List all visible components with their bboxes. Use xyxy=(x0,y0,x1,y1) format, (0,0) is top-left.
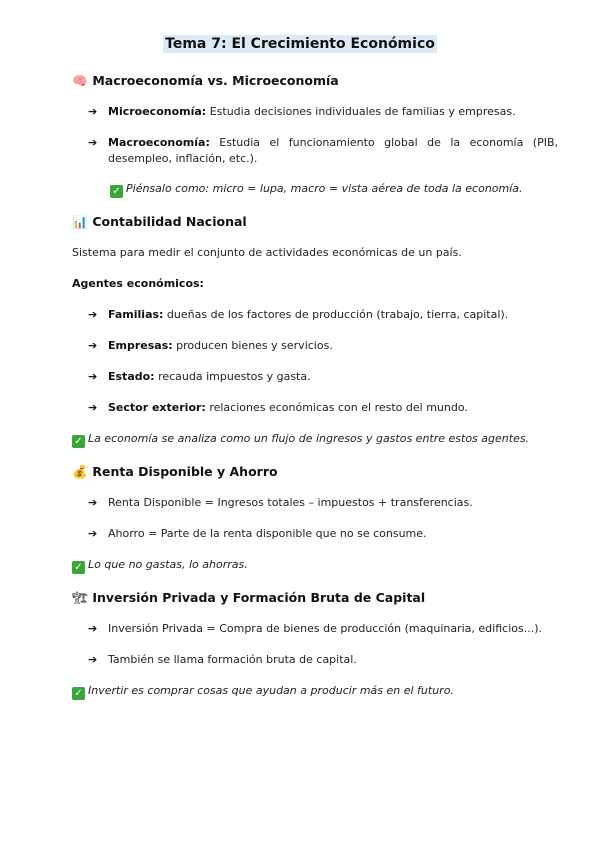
brain-icon: 🧠 xyxy=(72,73,88,88)
arrow-icon: ➔ xyxy=(88,496,98,509)
arrow-icon: ➔ xyxy=(88,653,98,666)
arrow-icon: ➔ xyxy=(88,308,98,321)
check-icon: ✓ xyxy=(72,561,85,574)
section-heading-inversion: 🏗 Inversión Privada y Formación Bruta de Capital xyxy=(72,590,426,605)
arrow-icon: ➔ xyxy=(88,527,98,540)
section-heading-macro: 🧠 Macroeconomía vs. Microeconomía xyxy=(72,73,339,88)
note-contabilidad: ✓ La economía se analiza como un flujo de ingresos y gastos entre estos agentes. xyxy=(72,432,529,448)
subheading-agentes: Agentes económicos: xyxy=(72,277,204,290)
list-item: ➔ Ahorro = Parte de la renta disponible que no se consume. xyxy=(88,527,427,540)
list-item: ➔ Sector exterior: relaciones económicas con el resto del mundo. xyxy=(88,401,468,414)
section-heading-renta: 💰 Renta Disponible y Ahorro xyxy=(72,464,278,479)
list-item: ➔ Renta Disponible = Ingresos totales – impuestos + transferencias. xyxy=(88,496,473,509)
list-item: ➔ Microeconomía: Estudia decisiones individuales de familias y empresas. xyxy=(88,105,516,118)
arrow-icon: ➔ xyxy=(88,136,98,149)
arrow-icon: ➔ xyxy=(88,105,98,118)
list-item: ➔ Estado: recauda impuestos y gasta. xyxy=(88,370,311,383)
note-inversion: ✓ Invertir es comprar cosas que ayudan a producir más en el futuro. xyxy=(72,684,454,700)
list-item: ➔ Familias: dueñas de los factores de producción (trabajo, tierra, capital). xyxy=(88,308,509,321)
construction-icon: 🏗 xyxy=(72,590,88,605)
money-bag-icon: 💰 xyxy=(72,464,88,479)
check-icon: ✓ xyxy=(110,185,123,198)
list-item: ➔ Inversión Privada = Compra de bienes de producción (maquinaria, edificios...). xyxy=(88,622,542,635)
check-icon: ✓ xyxy=(72,435,85,448)
paragraph: Sistema para medir el conjunto de actividades económicas de un país. xyxy=(72,246,462,259)
list-item: ➔ Macroeconomía: Estudia el funcionamiento global de la economía (PIB, desempleo, inflación, etc.). xyxy=(88,136,558,165)
arrow-icon: ➔ xyxy=(88,401,98,414)
list-item: ➔ Empresas: producen bienes y servicios. xyxy=(88,339,333,352)
arrow-icon: ➔ xyxy=(88,370,98,383)
check-icon: ✓ xyxy=(72,687,85,700)
note-renta: ✓ Lo que no gastas, lo ahorras. xyxy=(72,558,248,574)
page-title: Tema 7: El Crecimiento Económico xyxy=(165,36,435,52)
arrow-icon: ➔ xyxy=(88,622,98,635)
section-heading-contabilidad: 📊 Contabilidad Nacional xyxy=(72,214,247,229)
arrow-icon: ➔ xyxy=(88,339,98,352)
list-item: ➔ También se llama formación bruta de capital. xyxy=(88,653,357,666)
note-macro: ✓ Piénsalo como: micro = lupa, macro = vista aérea de toda la economía. xyxy=(110,182,523,198)
bar-chart-icon: 📊 xyxy=(72,214,88,229)
